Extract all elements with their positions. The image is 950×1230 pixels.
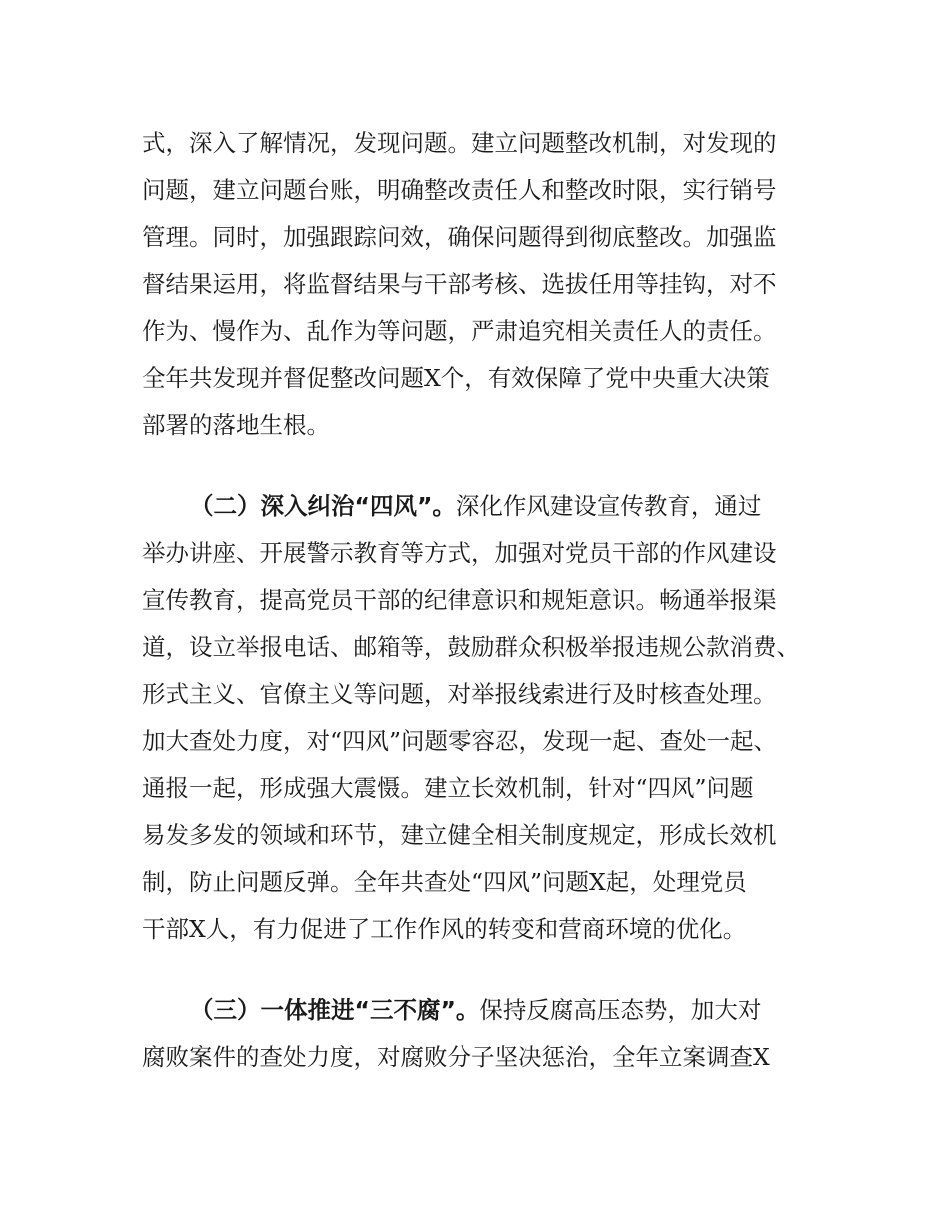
para1-line-7: 部署的落地生根。 xyxy=(142,411,330,439)
para2-line-3: 宣传教育，提高党员干部的纪律意识和规矩意识。畅通举报渠 xyxy=(142,586,777,614)
para1-line-6: 全年共发现并督促整改问题X个，有效保障了党中央重大决策 xyxy=(142,364,770,392)
para3-first-line xyxy=(190,990,761,1030)
para2-line-10: 干部X人，有力促进了工作作风的转变和营商环境的优化。 xyxy=(142,915,747,943)
para1-line-4: 督结果运用，将监督结果与干部考核、选拔任用等挂钩，对不 xyxy=(142,270,777,298)
para2-first-line-text: 深化作风建设宣传教育，通过 xyxy=(455,492,762,520)
para1-line-2: 问题，建立问题台账，明确整改责任人和整改时限，实行销号 xyxy=(142,176,777,204)
para3-line-2: 腐败案件的查处力度，对腐败分子坚决惩治，全年立案调查X xyxy=(142,1043,770,1071)
para2-line-9: 制，防止问题反弹。全年共查处“四风”问题X起，处理党员 xyxy=(142,868,747,896)
para2-first-line xyxy=(190,486,761,526)
para2-line-8: 易发多发的领域和环节，建立健全相关制度规定，形成长效机 xyxy=(142,821,777,849)
para2-line-5: 形式主义、官僚主义等问题，对举报线索进行及时核查处理。 xyxy=(142,680,777,708)
para2-line-6: 加大查处力度，对“四风”问题零容忍，发现一起、查处一起、 xyxy=(142,727,778,755)
para3-first-line-text: 保持反腐高压态势，加大对 xyxy=(479,996,762,1024)
para1-line-3: 管理。同时，加强跟踪问效，确保问题得到彻底整改。加强监 xyxy=(142,223,777,251)
para1-line-5: 作为、慢作为、乱作为等问题，严肃追究相关责任人的责任。 xyxy=(142,317,777,345)
para2-line-2: 举办讲座、开展警示教育等方式，加强对党员干部的作风建设 xyxy=(142,539,777,567)
para2-heading: （二）深入纠治“四风”。 xyxy=(190,492,456,520)
para3-heading: （三）一体推进“三不腐”。 xyxy=(190,996,480,1024)
para2-line-4: 道，设立举报电话、邮箱等，鼓励群众积极举报违规公款消费、 xyxy=(142,633,800,661)
para2-line-7: 通报一起，形成强大震慑。建立长效机制，针对“四风”问题 xyxy=(142,774,754,802)
para1-line-1: 式，深入了解情况，发现问题。建立问题整改机制，对发现的 xyxy=(142,129,777,157)
